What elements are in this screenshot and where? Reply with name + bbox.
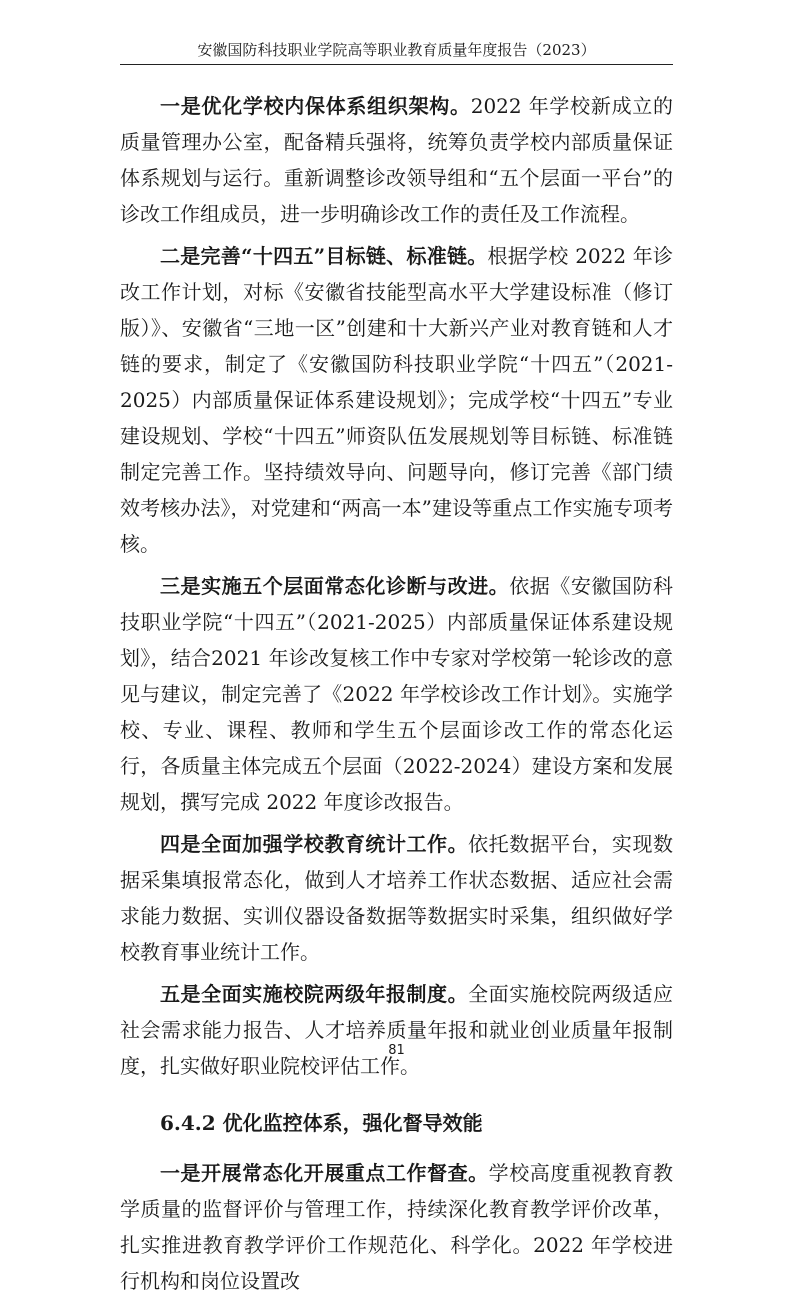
page-number: 81: [388, 1043, 405, 1058]
paragraph-1-text: 2022 年学校新成立的质量管理办公室，配备精兵强将，统筹负责学校内部质量保证体系规划与运行。重新调整诊改领导组和“五个层面一平台”的诊改工作组成员，进一步明确诊改工作的责任及工作流程。: [120, 94, 673, 226]
paragraph-6-lead: 一是开展常态化开展重点工作督查。: [160, 1161, 489, 1185]
paragraph-4-text: 依托数据平台，实现数据采集填报常态化，做到人才培养工作状态数据、适应社会需求能力数据、实训仪器设备数据等数据实时采集，组织做好学校教育事业统计工作。: [120, 832, 673, 964]
paragraph-5-lead: 五是全面实施校院两级年报制度。: [160, 982, 469, 1006]
paragraph-1: [120, 88, 673, 232]
paragraph-5: [120, 976, 673, 1084]
paragraph-1-lead: 一是优化学校内保体系组织架构。: [160, 94, 471, 118]
paragraph-3-text: 依据《安徽国防科技职业学院“十四五”（2021-2025）内部质量保证体系建设规划》，结合2021 年诊改复核工作中专家对学校第一轮诊改的意见与建议，制定完善了《2022 年学校诊改工作计划》。实施学校、专业、课程、教师和学生五个层面诊改工作的常态化运行，各质量主体完成五个层面（2022-2024）建设方案和发展规划，撰写完成 2022 年度诊改报告。: [120, 574, 674, 814]
paragraph-3-lead: 三是实施五个层面常态化诊断与改进。: [160, 574, 510, 598]
paragraph-3: [120, 568, 673, 820]
header-title: 安徽国防科技职业学院高等职业教育质量年度报告（2023）: [197, 41, 596, 59]
paragraph-2-lead: 二是完善“十四五”目标链、标准链。: [160, 244, 488, 268]
paragraph-6: [120, 1155, 673, 1299]
paragraph-4: [120, 826, 673, 970]
section-heading: 6.4.2 优化监控体系，强化督导效能: [160, 1111, 483, 1135]
paragraph-2: [120, 238, 673, 562]
paragraph-2-text: 根据学校 2022 年诊改工作计划，对标《安徽省技能型高水平大学建设标准（修订版）》、安徽省“三地一区”创建和十大新兴产业对教育链和人才链的要求，制定了《安徽国防科技职业学院“十四五”（2021-2025）内部质量保证体系建设规划》；完成学校“十四五”专业建设规划、学校“十四五”师资队伍发展规划等目标链、标准链制定完善工作。坚持绩效导向、问题导向，修订完善《部门绩效考核办法》，对党建和“两高一本”建设等重点工作实施专项考核。: [120, 244, 673, 556]
page-body: [120, 88, 673, 1299]
paragraph-5-text: 全面实施校院两级适应社会需求能力报告、人才培养质量年报和就业创业质量年报制度，扎实做好职业院校评估工作。: [120, 982, 673, 1078]
paragraph-6-text: 学校高度重视教育教学质量的监督评价与管理工作，持续深化教育教学评价改革，扎实推进教育教学评价工作规范化、科学化。2022 年学校进行机构和岗位设置改: [120, 1161, 674, 1293]
paragraph-4-lead: 四是全面加强学校教育统计工作。: [160, 832, 469, 856]
header-rule: [120, 64, 673, 65]
